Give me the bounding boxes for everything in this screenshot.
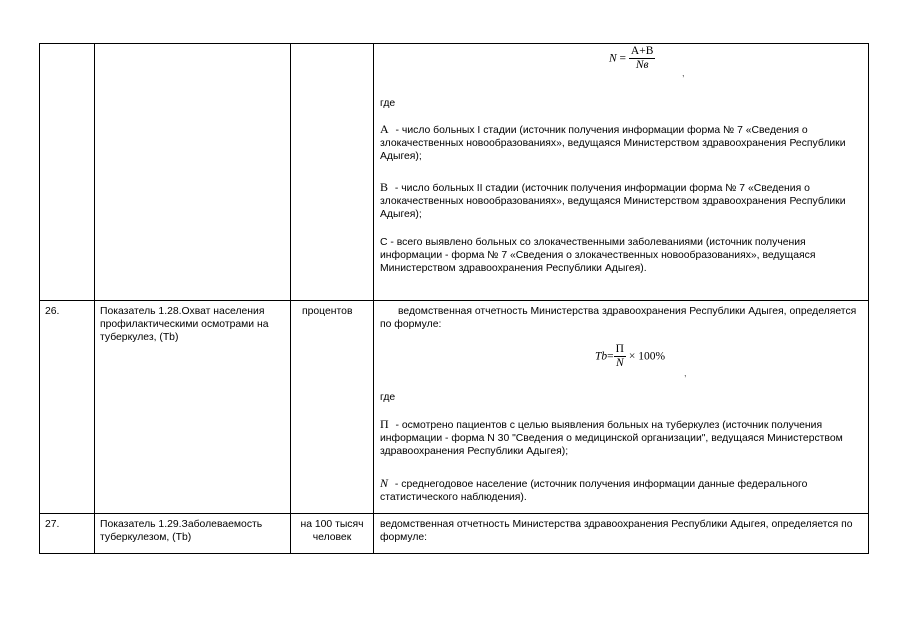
formula-numerator: A+B xyxy=(629,45,655,59)
definition-a xyxy=(380,122,862,164)
column-divider-2 xyxy=(290,43,291,554)
where-label: где xyxy=(380,98,396,109)
formula-equals: = xyxy=(616,52,629,65)
symbol-a: A xyxy=(380,122,389,136)
table-border-right xyxy=(868,43,869,554)
source-27 xyxy=(380,518,862,544)
symbol-p: П xyxy=(380,417,389,431)
formula-tb-lhs: Tb xyxy=(595,350,608,363)
formula-fraction xyxy=(629,45,655,72)
source-26 xyxy=(380,305,862,331)
source-27-text: ведомственная отчетность Министерства здравоохранения Республики Адыгея, определяется по формуле: xyxy=(380,519,853,544)
definition-c-text: С - всего выявлено больных со злокачественными заболеваниями (источник получения информации - форма № 7 «Сведения о злокачественных новообразованиях», ведущаяся Министерством здравоохранения Республики Адыгея). xyxy=(380,237,816,275)
column-divider-3 xyxy=(373,43,374,554)
formula-lhs: N xyxy=(609,52,617,65)
symbol-b: B xyxy=(380,180,389,194)
row-number-26: 26. xyxy=(45,306,60,317)
source-26-text: ведомственная отчетность Министерства здравоохранения Республики Адыгея, определяется по формуле: xyxy=(380,306,857,331)
definition-p-text: - осмотрено пациентов с целью выявления больных на туберкулез (источник получения информации - форма N 30 "Сведения о медицинской организации", ведущаяся Министерством здравоохранения Республики Адыгея); xyxy=(380,420,843,458)
row-divider-25-26 xyxy=(39,300,869,301)
table-border-bottom xyxy=(39,553,869,554)
definition-b-text: - число больных II стадии (источник получения информации форма № 7 «Сведения о злокачественных новообразованиях», ведущаяся Министерством здравоохранения Республики Адыгея); xyxy=(380,183,846,221)
indicator-name-27: Показатель 1.29.Заболеваемость туберкулезом, (Tb) xyxy=(100,519,263,544)
unit-27: на 100 тысяч человек xyxy=(300,519,364,544)
formula-trailing-comma: , xyxy=(682,68,685,78)
definition-a-text: - число больных I стадии (источник получения информации форма № 7 «Сведения о злокачественных новообразованиях», ведущаяся Министерством здравоохранения Республики Адыгея); xyxy=(380,125,846,163)
where-label-26: где xyxy=(380,392,396,403)
row-divider-26-27 xyxy=(39,513,869,514)
indicator-name-26: Показатель 1.28.Охват населения профилактическими осмотрами на туберкулез, (Tb) xyxy=(100,306,269,344)
definition-p xyxy=(380,417,862,459)
column-divider-1 xyxy=(94,43,95,554)
definition-n xyxy=(380,476,810,504)
formula-denominator: Nв xyxy=(635,59,649,72)
table-border-top xyxy=(39,43,869,44)
formula-tb-denominator: N xyxy=(615,357,624,370)
definition-n-text: - среднегодовое население (источник получения информации данные федерального статистического наблюдения). xyxy=(380,479,808,504)
formula-tb-trailing-comma: , xyxy=(684,368,687,378)
formula-tb-fraction xyxy=(614,343,626,370)
formula-tb-equals: = xyxy=(607,350,614,363)
definition-b xyxy=(380,180,862,222)
unit-26: процентов xyxy=(302,306,353,317)
symbol-n: N xyxy=(380,476,389,490)
formula-tb xyxy=(595,343,665,370)
formula-tb-numerator: П xyxy=(614,343,626,357)
formula-tb-multiplier: × 100% xyxy=(625,350,666,363)
definition-c xyxy=(380,236,820,276)
row-number-27: 27. xyxy=(45,519,60,530)
table-border-left xyxy=(39,43,40,554)
formula-n xyxy=(609,45,655,72)
